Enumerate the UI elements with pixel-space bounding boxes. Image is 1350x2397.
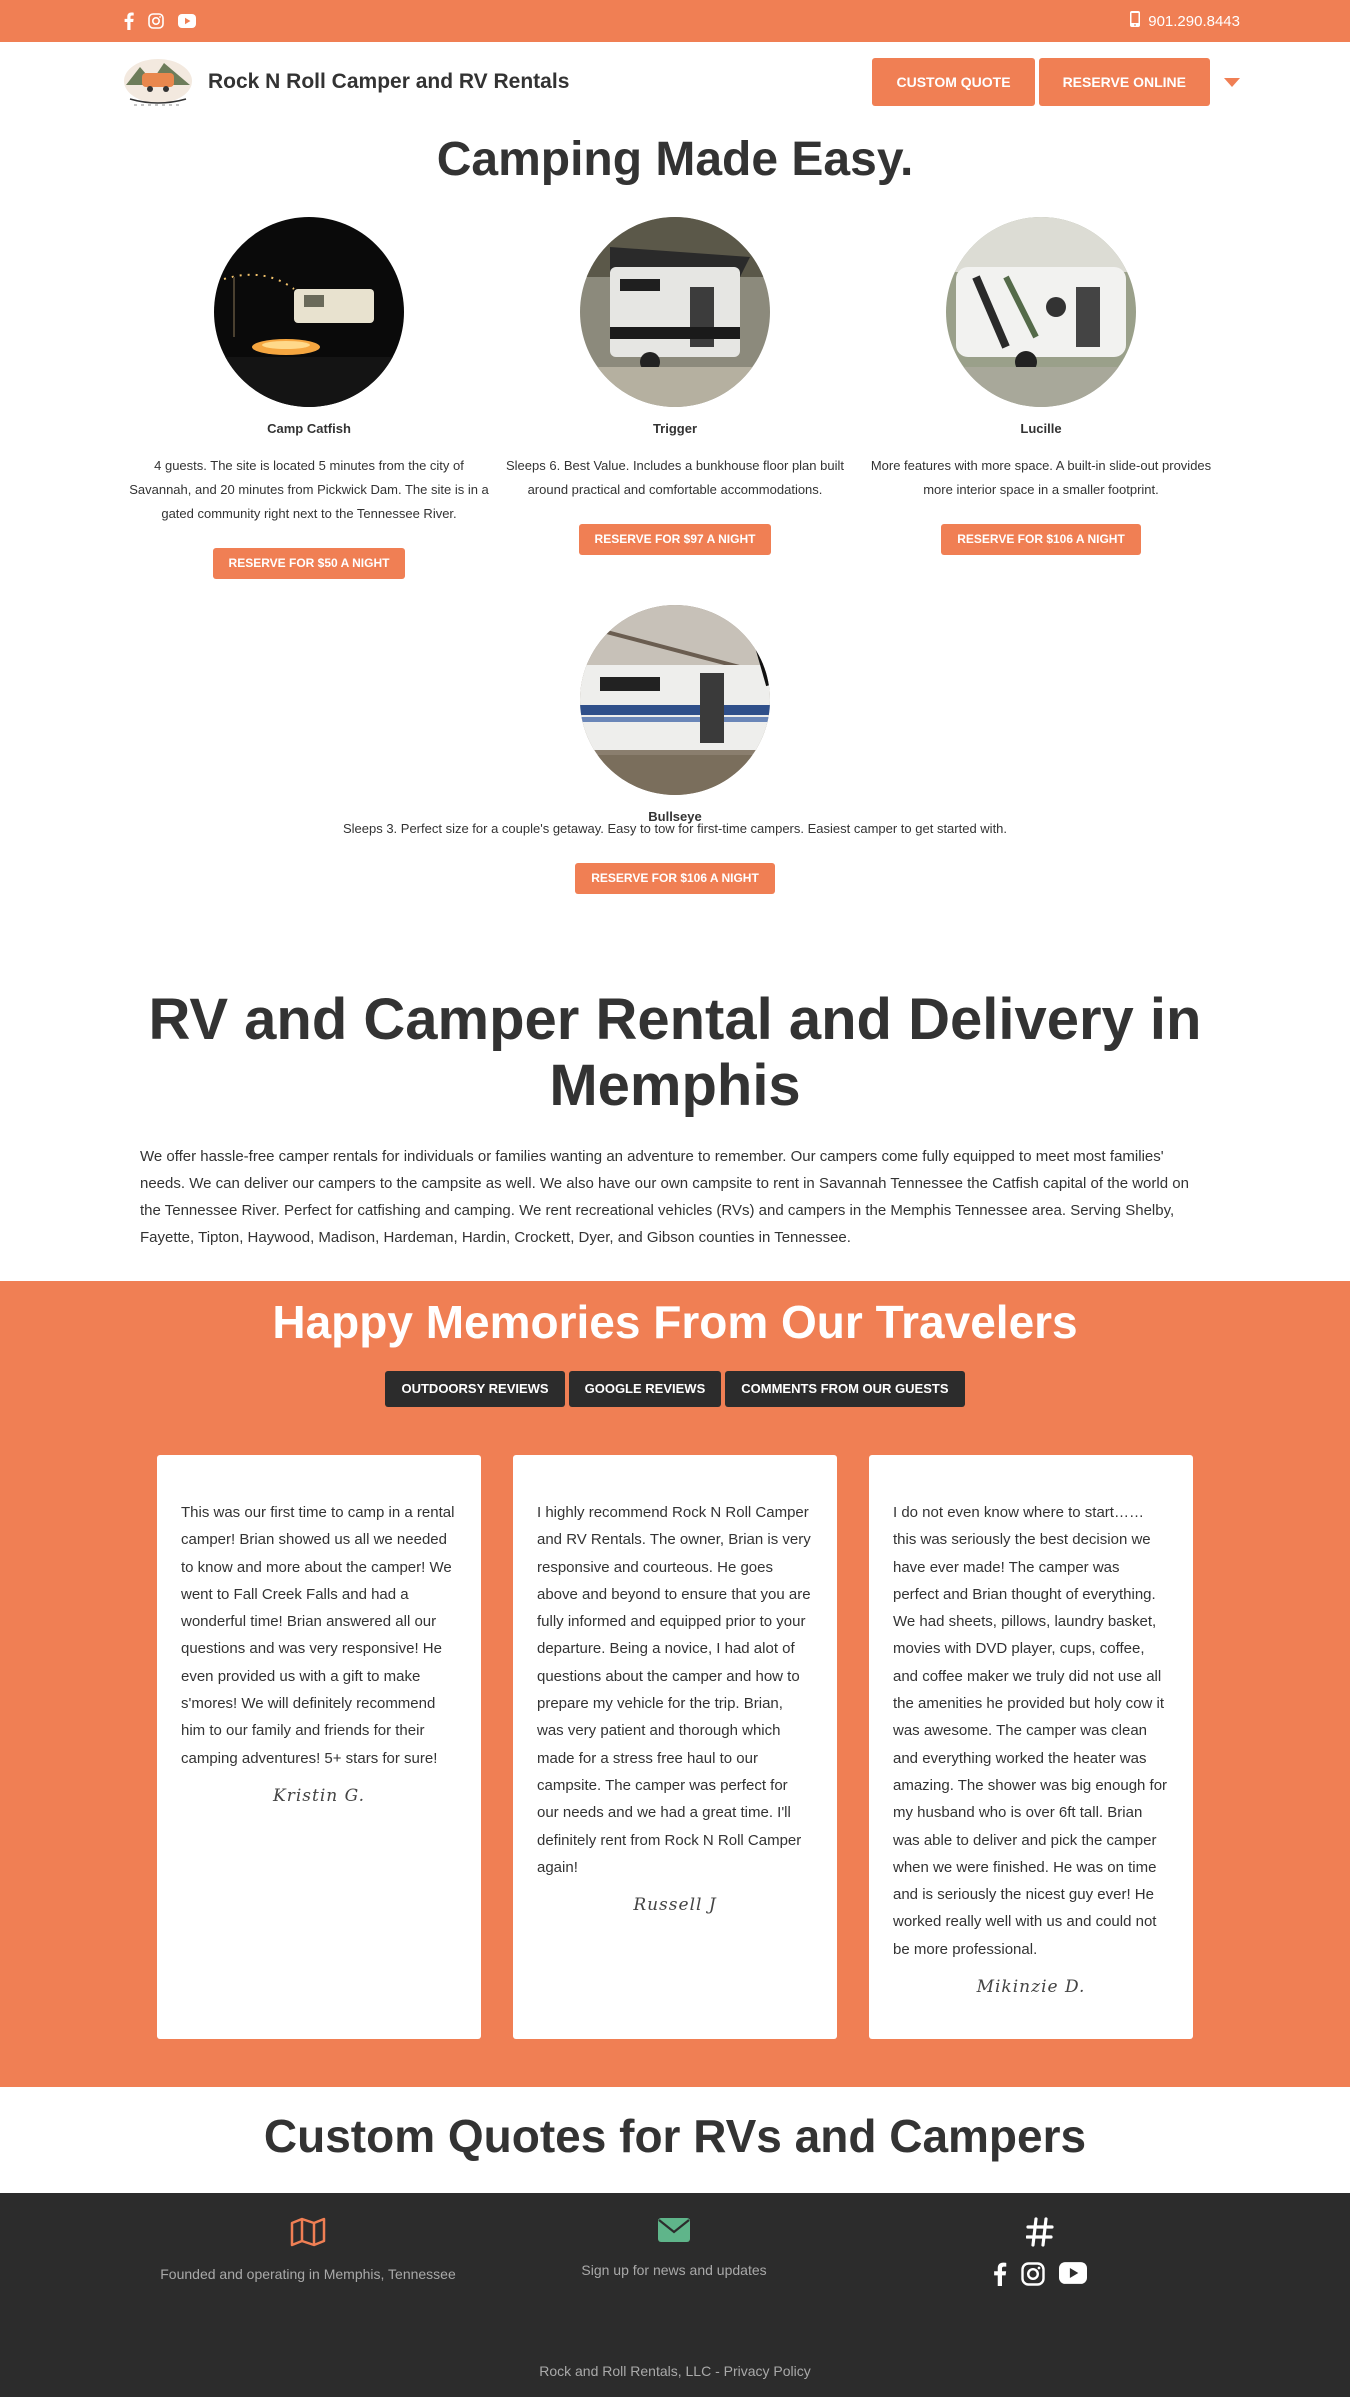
- camper-card-camp-catfish: [124, 217, 494, 579]
- camper-card-lucille: [856, 217, 1226, 555]
- envelope-icon[interactable]: [657, 2230, 691, 2247]
- phone-icon: [1130, 11, 1140, 31]
- camping-heading: Camping Made Easy.: [436, 133, 914, 186]
- camper-description: 4 guests. The site is located 5 minutes from the city of Savannah, and 20 minutes from Pickwick Dam. The site is in a gated community right next to the Tennessee River.: [129, 458, 489, 521]
- reserve-lucille-button[interactable]: RESERVE FOR $106 A NIGHT: [941, 524, 1141, 555]
- footer-col-newsletter: [474, 2217, 874, 2278]
- review-text: I do not even know where to start…… this was seriously the best decision we have ever made! The camper was perfect and Brian thought of everything. We had sheets, pillows, laundry basket, movies with DVD player, cups, coffee, and coffee maker we truly did not use all the amenities he provided but holy cow it was awesome. The camper was clean and everything worked the heater was amazing. The shower was big enough for my husband who is over 6ft tall. Brian was able to deliver and pick the camper when we were finished. He was on time and is seriously the nicest guy ever! He worked really well with us and could not be more professional.: [893, 1504, 1168, 1958]
- reserve-online-button[interactable]: RESERVE ONLINE: [1039, 58, 1210, 106]
- review-text: I highly recommend Rock N Roll Camper and RV Rentals. The owner, Brian is very responsive and courteous. He goes above and beyond to ensure that you are fully informed and equipped prior to your departure. Being a novice, I had alot of questions about the camper and how to prepare my vehicle for the trip. Brian, was very patient and thorough which made for a stress free haul to our campsite. The camper was perfect for our needs and we had a great time. I'll definitely rent from Rock N Roll Camper again!: [537, 1504, 811, 1876]
- camper-photo: [580, 605, 770, 795]
- camper-description: Sleeps 3. Perfect size for a couple's getaway. Easy to tow for first-time campers. Easiest camper to get started with.: [342, 821, 1008, 836]
- brand[interactable]: [120, 51, 569, 113]
- reserve-camp-catfish-button[interactable]: RESERVE FOR $50 A NIGHT: [213, 548, 406, 579]
- facebook-icon[interactable]: [993, 2262, 1007, 2291]
- menu-caret-icon[interactable]: [1224, 78, 1240, 87]
- logo-icon: [120, 51, 196, 113]
- map-icon: [290, 2234, 326, 2251]
- camper-photo: [580, 217, 770, 407]
- rv-rental-paragraph: We offer hassle-free camper rentals for individuals or families wanting an adventure to remember. Our campers come fully equipped to meet most families' needs. We can deliver our campers to the campsite as well. We also have our own campsite to rent in Savannah Tennessee the Catfish capital of the world on the Tennessee River. Perfect for catfishing and camping. We rent recreational vehicles (RVs) and campers in the Memphis Tennessee area. Serving Shelby, Fayette, Tipton, Haywood, Madison, Hardeman, Hardin, Crockett, Dyer, and Gibson counties in Tennessee.: [140, 1148, 1189, 1246]
- review-card: [157, 1455, 481, 2039]
- reserve-bullseye-button[interactable]: RESERVE FOR $106 A NIGHT: [575, 863, 775, 894]
- review-card: [869, 1455, 1193, 2039]
- camper-description: Sleeps 6. Best Value. Includes a bunkhouse floor plan built around practical and comfortable accommodations.: [506, 458, 844, 497]
- footer: [0, 2193, 1350, 2397]
- footer-copyright[interactable]: Rock and Roll Rentals, LLC - Privacy Policy: [539, 2363, 811, 2379]
- tab-google-reviews[interactable]: GOOGLE REVIEWS: [569, 1371, 722, 1407]
- main-nav: [0, 42, 1350, 122]
- camper-name: Lucille: [1020, 421, 1062, 436]
- footer-col-founded: [108, 2217, 508, 2282]
- youtube-icon[interactable]: [178, 14, 196, 28]
- camper-name: Bullseye: [648, 809, 702, 824]
- camper-description: More features with more space. A built-in slide-out provides more interior space in a smaller footprint.: [870, 458, 1212, 497]
- facebook-icon[interactable]: [124, 12, 134, 30]
- custom-quote-button[interactable]: CUSTOM QUOTE: [872, 58, 1034, 106]
- camper-photo: [946, 217, 1136, 407]
- camper-card-bullseye: [490, 605, 860, 824]
- review-signature: Mikinzie D.: [976, 1977, 1086, 1998]
- camper-photo: [214, 217, 404, 407]
- footer-newsletter-text: Sign up for news and updates: [581, 2262, 767, 2278]
- footer-col-social: [840, 2217, 1240, 2291]
- camper-list: [0, 187, 1350, 987]
- reviews-heading: Happy Memories From Our Travelers: [272, 1296, 1078, 1348]
- brand-name: Rock N Roll Camper and RV Rentals: [208, 70, 570, 93]
- review-card: [513, 1455, 837, 2039]
- review-text: This was our first time to camp in a rental camper! Brian showed us all we needed to know and more about the camper! We went to Fall Creek Falls and had a wonderful time! Brian answered all our questions and was very responsive! He even provided us with a gift to make s'mores! We will definitely recommend him to our family and friends for their camping adventures! 5+ stars for sure!: [181, 1504, 455, 1767]
- review-tabs: [0, 1371, 1350, 1407]
- camper-card-bullseye-details: [300, 817, 1050, 894]
- tab-guest-comments[interactable]: COMMENTS FROM OUR GUESTS: [725, 1371, 964, 1407]
- rv-rental-heading: RV and Camper Rental and Delivery in Memphis: [148, 987, 1202, 1118]
- footer-founded-text: Founded and operating in Memphis, Tennessee: [160, 2266, 456, 2282]
- phone-number: 901.290.8443: [1148, 12, 1240, 30]
- camper-card-trigger: [490, 217, 860, 555]
- top-social-links: [124, 12, 196, 30]
- instagram-icon[interactable]: [148, 13, 164, 29]
- youtube-icon[interactable]: [1059, 2262, 1087, 2291]
- custom-quotes-heading: Custom Quotes for RVs and Campers: [263, 2110, 1087, 2162]
- camper-name: Trigger: [652, 421, 698, 436]
- instagram-icon[interactable]: [1021, 2262, 1045, 2291]
- top-bar: [0, 0, 1350, 42]
- reserve-trigger-button[interactable]: RESERVE FOR $97 A NIGHT: [579, 524, 772, 555]
- reviews-section: [0, 1281, 1350, 2087]
- review-cards: [0, 1455, 1350, 2039]
- review-signature: Russell J: [633, 1895, 717, 1916]
- tab-outdoorsy-reviews[interactable]: OUTDOORSY REVIEWS: [385, 1371, 564, 1407]
- hashtag-icon: [1026, 2234, 1054, 2251]
- footer-social-links: [840, 2262, 1240, 2291]
- camper-name: Camp Catfish: [267, 421, 351, 436]
- nav-actions: [872, 58, 1240, 106]
- phone-link[interactable]: [1130, 11, 1240, 31]
- review-signature: Kristin G.: [273, 1785, 365, 1806]
